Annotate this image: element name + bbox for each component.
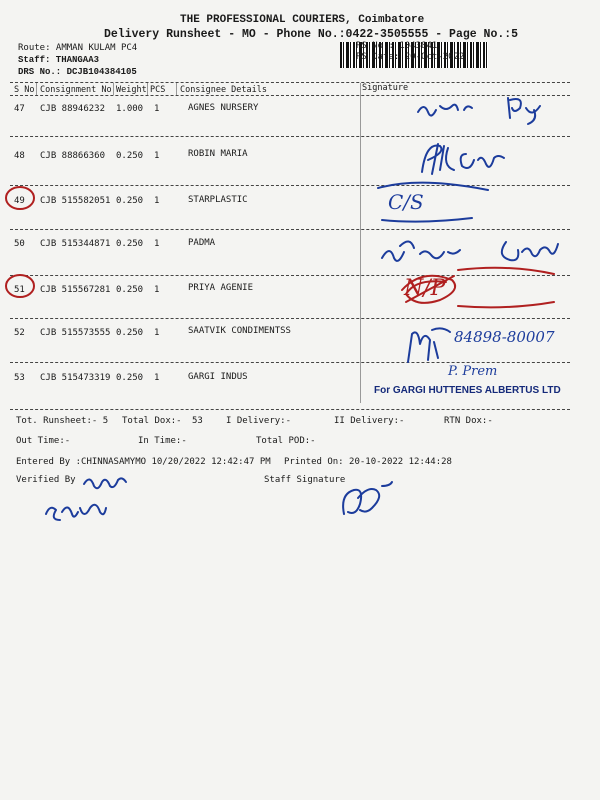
row-pcs: 1	[154, 104, 160, 114]
col-divider	[36, 83, 37, 95]
row-consignee: PADMA	[188, 238, 216, 248]
handwritten-np: N/P	[404, 276, 446, 301]
row-consignee: STARPLASTIC	[188, 195, 248, 205]
signature-scribble	[402, 322, 458, 368]
handwritten-phone: 84898-80007	[454, 328, 555, 346]
row-consignee: GARGI INDUS	[188, 372, 248, 382]
printed-on: Printed On: 20-10-2022 12:44:28	[284, 457, 452, 467]
circle-mark	[2, 271, 38, 301]
tot-runsheet: Tot. Runsheet:- 5	[16, 416, 109, 426]
row-sno: 47	[14, 104, 25, 114]
row-consignee: AGNES NURSERY	[188, 103, 259, 113]
rtn-dox: RTN Dox:-	[444, 416, 493, 426]
row-weight: 0.250	[116, 285, 144, 295]
row-sno: 53	[14, 373, 25, 383]
row-pcs: 1	[154, 373, 160, 383]
route-label: Route: AMMAN KULAM PC4	[18, 43, 138, 53]
total-pod: Total POD:-	[256, 436, 316, 446]
rs-date: RS Date: 20-Oct-2022	[356, 52, 465, 62]
row-weight: 0.250	[116, 373, 144, 383]
row-sno: 48	[14, 151, 25, 161]
staff-label: Staff: THANGAA3	[18, 55, 100, 65]
signature-scribble	[418, 134, 528, 184]
row-pcs: 1	[154, 196, 160, 206]
col-header-weight: Weight	[116, 85, 147, 95]
row-weight: 0.250	[116, 328, 144, 338]
row-sno: 49	[14, 196, 25, 206]
row-consignment: CJB 515473319	[40, 373, 111, 383]
row-consignment: CJB 515582051	[40, 196, 111, 206]
handwritten-cs: C/S	[388, 190, 424, 214]
row-consignment: CJB 515573555	[40, 328, 111, 338]
verifier-initials	[80, 470, 130, 494]
company-title: THE PROFESSIONAL COURIERS, Coimbatore	[180, 14, 425, 26]
row-consignee: PRIYA AGENIE	[188, 283, 254, 293]
row-consignment: CJB 88946232	[40, 104, 106, 114]
col-header-pcs: PCS	[150, 85, 166, 95]
col-divider	[147, 83, 148, 95]
table-bottom-rule	[10, 409, 570, 410]
circle-mark	[2, 183, 38, 213]
out-time: Out Time:-	[16, 436, 71, 446]
total-dox-label: Total Dox:-	[122, 416, 182, 426]
handwritten-name: P. Prem	[448, 364, 498, 379]
row-consignment: CJB 88866360	[40, 151, 106, 161]
i-delivery: I Delivery:-	[226, 416, 292, 426]
drs-number: DRS No.: DCJB104384105	[18, 67, 137, 77]
col-header-sno: S No	[14, 85, 35, 95]
row-weight: 0.250	[116, 196, 144, 206]
col-header-consignment: Consignment No	[40, 85, 112, 95]
signature-scribble	[410, 92, 560, 126]
col-divider	[113, 83, 114, 95]
total-dox-value: 53	[192, 416, 203, 426]
row-consignment: CJB 515567281	[40, 285, 111, 295]
in-time: In Time:-	[138, 436, 187, 446]
verifier-signature	[40, 494, 110, 528]
row-consignee: ROBIN MARIA	[188, 149, 248, 159]
staff-signature	[336, 478, 396, 526]
table-top-rule	[10, 82, 570, 83]
row-pcs: 1	[154, 151, 160, 161]
signature-col-divider	[360, 83, 361, 403]
row-sno: 50	[14, 239, 25, 249]
row-rule	[10, 318, 570, 319]
row-pcs: 1	[154, 328, 160, 338]
runsheet-title: Delivery Runsheet - MO - Phone No.:0422-3505555 - Page No.:5	[104, 28, 519, 41]
row-weight: 0.250	[116, 239, 144, 249]
row-sno: 52	[14, 328, 25, 338]
verified-by: Verified By	[16, 475, 76, 485]
entered-by: Entered By :CHINNASAMYMO 10/20/2022 12:42:47 PM	[16, 457, 271, 467]
row-weight: 0.250	[116, 151, 144, 161]
row-weight: 1.000	[116, 104, 144, 114]
company-stamp: For GARGI HUTTENES ALBERTUS LTD	[374, 385, 561, 396]
row-pcs: 1	[154, 285, 160, 295]
row-consignment: CJB 515344871	[40, 239, 111, 249]
col-divider	[176, 83, 177, 95]
col-header-signature: Signature	[362, 83, 409, 93]
col-header-consignee: Consignee Details	[180, 85, 267, 95]
underline-mark	[452, 262, 562, 312]
ii-delivery: II Delivery:-	[334, 416, 405, 426]
row-rule	[10, 362, 570, 363]
row-pcs: 1	[154, 239, 160, 249]
row-consignee: SAATVIK CONDIMENTSS	[188, 326, 291, 336]
staff-signature-label: Staff Signature	[264, 475, 346, 485]
row-sno: 51	[14, 285, 25, 295]
rs-number: RS No.: 1043841	[356, 41, 438, 51]
row-rule	[10, 229, 570, 230]
